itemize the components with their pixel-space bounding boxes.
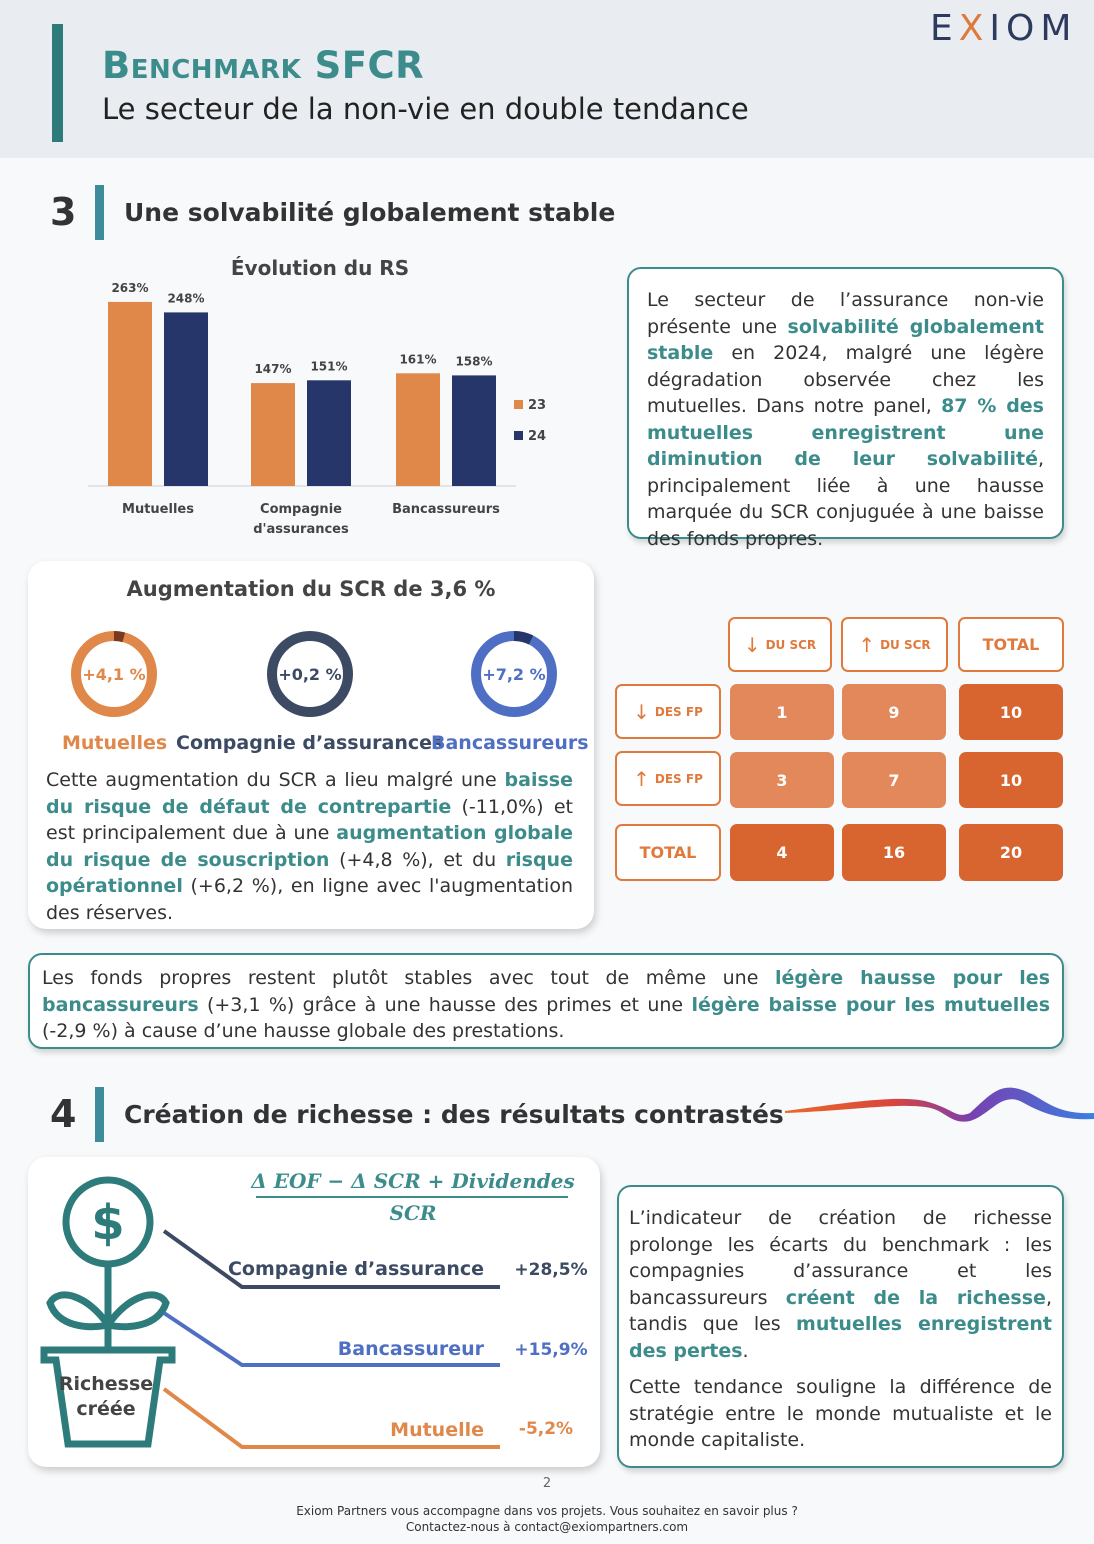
category-label: Bancassureurs bbox=[392, 502, 500, 517]
matrix-row-header-fp-up: ↑ DES FP bbox=[615, 751, 721, 806]
matrix-col-header-scr-up: ↑ DU SCR bbox=[841, 617, 948, 672]
scr-title: Augmentation du SCR de 3,6 % bbox=[126, 577, 496, 601]
matrix-cell: 9 bbox=[842, 684, 946, 740]
scr-text: Cette augmentation du SCR a lieu malgré une baisse du risque de défaut de contrepartie (-11,0%) et est principalement due à une augmentation globale du risque de souscription (+4,8 %), et du risque opérationnel (+6,2 %), en ligne avec l'augmentation des réserves. bbox=[46, 769, 573, 924]
wealth-value-bancassureur: +15,9% bbox=[514, 1340, 588, 1360]
matrix-cell: 7 bbox=[842, 752, 946, 808]
formula-numerator: Δ EOF − Δ SCR + Dividendes bbox=[251, 1169, 575, 1193]
leaf-right bbox=[108, 1295, 166, 1327]
bar bbox=[108, 302, 152, 486]
matrix-cell: 16 bbox=[842, 824, 946, 881]
bar-value-label: 161% bbox=[399, 352, 437, 367]
formula-denominator: SCR bbox=[389, 1201, 437, 1225]
wealth-value-mutuelle: -5,2% bbox=[518, 1419, 574, 1439]
category-label: Compagnie bbox=[260, 502, 342, 517]
matrix-cell: 10 bbox=[959, 684, 1063, 740]
footer-line-1: Exiom Partners vous accompagne dans vos projets. Vous souhaitez en savoir plus ? bbox=[296, 1504, 798, 1518]
section-3-number: 3 bbox=[50, 190, 77, 234]
footer-line-2: Contactez-nous à contact@exiompartners.com bbox=[405, 1520, 689, 1534]
matrix-col-header-scr-down: ↓ DU SCR bbox=[728, 617, 832, 672]
matrix-cell: 1 bbox=[730, 684, 834, 740]
legend-swatch bbox=[514, 431, 523, 440]
ribbon-decoration bbox=[785, 1075, 1094, 1125]
section-3-title: Une solvabilité globalement stable bbox=[124, 198, 616, 227]
wealth-diagram bbox=[28, 1157, 600, 1467]
category-label: Mutuelles bbox=[122, 502, 194, 517]
rs-chart bbox=[40, 250, 600, 550]
donut-mutuelles-value: +4,1 % bbox=[82, 665, 146, 684]
page-number: 2 bbox=[542, 1476, 552, 1491]
donut-label-bancassureurs: Bancassureurs bbox=[431, 732, 589, 754]
donut-compagnie-value: +0,2 % bbox=[278, 665, 342, 684]
plant-label-line1: Richesse bbox=[58, 1373, 154, 1395]
donut-bancassureurs bbox=[476, 636, 552, 712]
dollar-icon: $ bbox=[91, 1195, 125, 1251]
header-accent-bar bbox=[52, 24, 63, 142]
donut-mutuelles-accent bbox=[114, 636, 124, 637]
donut-mutuelles bbox=[76, 636, 152, 712]
matrix-row-header-fp-down: ↓ DES FP bbox=[615, 684, 721, 739]
exiom-logo: EXIOM bbox=[930, 8, 1078, 49]
bar bbox=[396, 373, 440, 486]
matrix-cell: 20 bbox=[959, 824, 1063, 881]
bar bbox=[307, 380, 351, 486]
wealth-text-2: Cette tendance souligne la différence de stratégie entre le monde mutualiste et le monde capitaliste. bbox=[629, 1376, 1052, 1451]
section-4-title: Création de richesse : des résultats contrastés bbox=[124, 1100, 784, 1129]
ribbon-shape bbox=[785, 1088, 1094, 1122]
scr-donuts bbox=[28, 621, 594, 781]
matrix-cell: 10 bbox=[959, 752, 1063, 808]
donut-label-compagnie: Compagnie d’assurances bbox=[176, 732, 444, 754]
plant-label-line2: créée bbox=[76, 1398, 136, 1420]
wealth-card bbox=[28, 1157, 600, 1467]
bar bbox=[251, 383, 295, 486]
matrix-cell: 4 bbox=[730, 824, 834, 881]
wealth-label-mutuelle: Mutuelle bbox=[390, 1419, 484, 1441]
section-4-number: 4 bbox=[50, 1092, 77, 1136]
pot bbox=[44, 1350, 172, 1444]
matrix-row-header-total: TOTAL bbox=[615, 824, 721, 881]
solvency-text-box bbox=[627, 267, 1064, 550]
bar-value-label: 147% bbox=[254, 362, 292, 377]
legend-swatch bbox=[514, 400, 523, 409]
category-label: d'assurances bbox=[253, 522, 349, 537]
wealth-label-bancassureur: Bancassureur bbox=[337, 1338, 484, 1360]
bar bbox=[452, 375, 496, 486]
wealth-label-compagnie: Compagnie d’assurance bbox=[227, 1258, 484, 1280]
donut-bancassureurs-value: +7,2 % bbox=[482, 665, 546, 684]
rs-chart-svg bbox=[40, 250, 600, 550]
legend-label: 23 bbox=[528, 398, 547, 413]
fp-text: Les fonds propres restent plutôt stables avec tout de même une légère hausse pour les bancassureurs (+3,1 %) grâce à une hausse des primes et une légère baisse pour les mutuelles (-2,9 %) à cause d’une hausse globale des prestations. bbox=[42, 967, 1050, 1042]
bar-value-label: 248% bbox=[167, 291, 205, 306]
wealth-text-box bbox=[617, 1185, 1064, 1468]
legend-label: 24 bbox=[528, 429, 547, 444]
page-subtitle: Le secteur de la non-vie en double tendance bbox=[102, 92, 749, 126]
chart-title: Évolution du RS bbox=[230, 256, 410, 280]
bar-value-label: 158% bbox=[455, 354, 493, 369]
wealth-text-1: L’indicateur de création de richesse prolonge les écarts du benchmark : les compagnies d’assurance et les bancassureurs créent de la richesse, tandis que les mutuelles enregistrent des pertes. bbox=[629, 1207, 1052, 1362]
leaf-left bbox=[50, 1295, 108, 1327]
bar-value-label: 263% bbox=[111, 280, 149, 295]
matrix-col-header-total: TOTAL bbox=[958, 617, 1064, 672]
donut-label-mutuelles: Mutuelles bbox=[62, 732, 168, 754]
bar-value-label: 151% bbox=[310, 359, 348, 374]
scr-card bbox=[28, 561, 594, 929]
section-4-bar bbox=[95, 1087, 104, 1142]
donut-bancassureurs-accent bbox=[514, 636, 531, 640]
fp-text-box bbox=[28, 953, 1064, 1049]
page-title: Benchmark SFCR bbox=[102, 44, 425, 87]
bar bbox=[164, 312, 208, 486]
donut-compagnie bbox=[272, 636, 348, 712]
matrix-cell: 3 bbox=[730, 752, 834, 808]
solvency-text: Le secteur de l’assurance non-vie présente une solvabilité globalement stable en 2024, malgré une légère dégradation observée chez les mutuelles. Dans notre panel, 87 % des mutuelles enregistrent une diminution de leur solvabilité, principalement liée à une hausse marquée du SCR conjuguée à une baisse des fonds propres. bbox=[647, 289, 1044, 550]
section-3-bar bbox=[95, 185, 104, 240]
wealth-value-compagnie: +28,5% bbox=[514, 1260, 588, 1280]
